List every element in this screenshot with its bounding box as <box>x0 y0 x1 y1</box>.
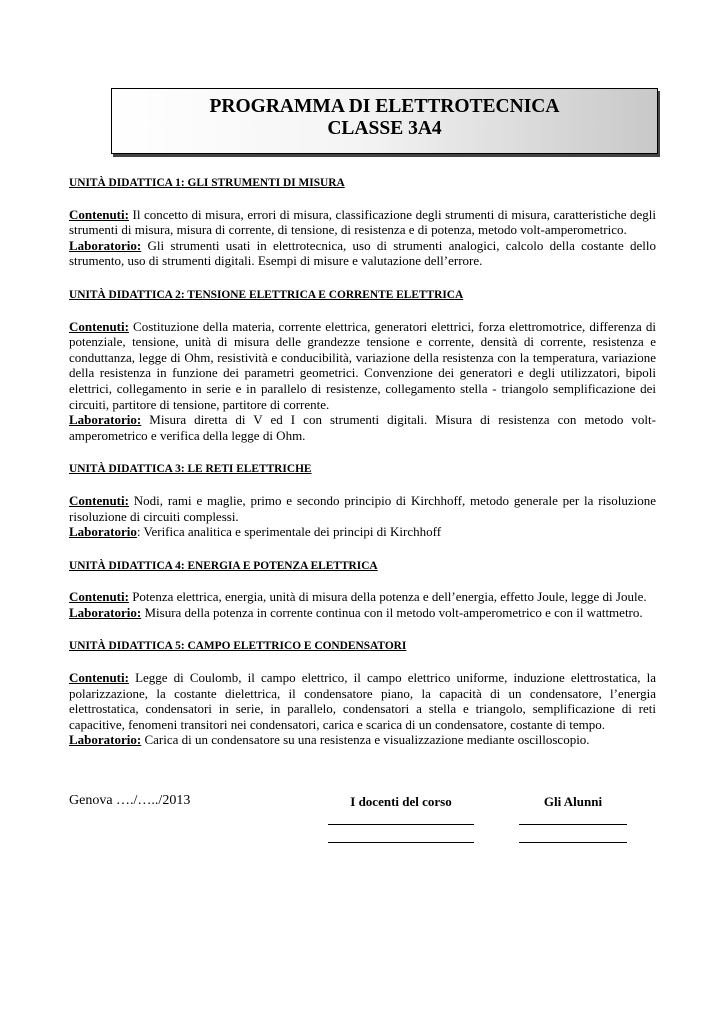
students-label: Gli Alunni <box>543 794 603 809</box>
contenuti-paragraph <box>69 670 656 732</box>
laboratorio-text: Carica di un condensatore su una resistenza e visualizzazione mediante oscilloscopio. <box>141 732 590 748</box>
student-signature-line-2 <box>519 842 627 843</box>
teacher-signature-line-2 <box>328 842 474 843</box>
laboratorio-text: Misura diretta di V ed I con strumenti digitali. Misura di resistenza con metodo volt-amperometrico e verifica della legge di Ohm. <box>69 412 656 443</box>
laboratorio-paragraph <box>69 412 656 443</box>
contenuti-label: Contenuti: <box>69 206 129 222</box>
contenuti-paragraph <box>69 319 656 413</box>
unit-section-4 <box>69 559 656 621</box>
unit-heading: UNITÀ DIDATTICA 3: LE RETI ELETTRICHE <box>69 463 312 476</box>
laboratorio-text: Gli strumenti usati in elettrotecnica, uso di strumenti analogici, calcolo della costante dello strumento, uso di strumenti digitali. Esempi di misure e valutazione dell’errore. <box>69 237 656 269</box>
laboratorio-label: Laboratorio: <box>69 604 142 620</box>
contenuti-text: Legge di Coulomb, il campo elettrico, il campo elettrico uniforme, induzione elettrostatica, la polarizzazione, la costante dielettrica, il condensatore piano, la capacità di un condensatore, l’energia elettrostatica, condensatori in serie, in parallelo, condensatori a stella e triangolo, semplificazione di reti capacitive, fenomeni transitori nei condensatori, carica e scarica di un condensatore, costante di tempo. <box>69 670 656 732</box>
teachers-label: I docenti del corso <box>350 794 452 809</box>
page-title: PROGRAMMA DI ELETTROTECNICA <box>209 96 560 117</box>
contenuti-text: Il concetto di misura, errori di misura, classificazione degli strumenti di misura, caratteristiche degli strumenti di misura, misura di corrente, di tensione, di resistenza e di potenza, metodo volt-amperometrico. <box>69 206 656 238</box>
contenuti-label: Contenuti: <box>69 318 129 334</box>
unit-section-2 <box>69 288 656 443</box>
title-box <box>111 88 658 154</box>
unit-heading: UNITÀ DIDATTICA 5: CAMPO ELETTRICO E CONDENSATORI <box>69 640 407 653</box>
contenuti-label: Contenuti: <box>69 589 129 605</box>
unit-heading: UNITÀ DIDATTICA 2: TENSIONE ELETTRICA E CORRENTE ELETTRICA <box>69 288 464 301</box>
unit-section-1 <box>69 176 656 269</box>
laboratorio-label: Laboratorio <box>69 524 137 540</box>
contenuti-text: Costituzione della materia, corrente elettrica, generatori elettrici, forza elettromotrice, differenza di potenziale, tensione, unità di misura delle grandezze tensione e corrente, densità di corrente, resistenza e conduttanza, legge di Ohm, resistività e conducibilità, variazione della resistenza con la temperatura, variazione della resistenza in funzione dei parametri geometrici. Convenzione dei generatori e degli utilizzatori, bipoli elettrici, collegamento in serie e in parallelo di resistenze, collegamento stella - triangolo semplificazione dei circuiti, partitore di tensione, partitore di corrente. <box>69 318 656 412</box>
laboratorio-paragraph <box>69 732 656 748</box>
laboratorio-label: Laboratorio: <box>69 412 142 428</box>
contenuti-label: Contenuti: <box>69 670 129 686</box>
date-line: Genova …./…../2013 <box>69 793 191 808</box>
unit-section-5 <box>69 639 656 748</box>
laboratorio-paragraph <box>69 524 656 540</box>
class-title: CLASSE 3A4 <box>327 118 442 139</box>
unit-section-3 <box>69 462 656 539</box>
unit-heading: UNITÀ DIDATTICA 1: GLI STRUMENTI DI MISURA <box>69 177 345 189</box>
program-content <box>69 176 656 767</box>
contenuti-text: Potenza elettrica, energia, unità di misura della potenza e dell’energia, effetto Joule, legge di Joule. <box>128 589 647 605</box>
unit-heading: UNITÀ DIDATTICA 4: ENERGIA E POTENZA ELETTRICA <box>69 559 378 572</box>
student-signature-line-1 <box>519 824 627 825</box>
laboratorio-text: : Verifica analitica e sperimentale dei principi di Kirchhoff <box>136 524 442 540</box>
teacher-signature-line-1 <box>328 824 474 825</box>
contenuti-text: Nodi, rami e maglie, primo e secondo principio di Kirchhoff, metodo generale per la risoluzione risoluzione di circuiti complessi. <box>69 492 656 524</box>
laboratorio-paragraph <box>69 605 656 621</box>
laboratorio-label: Laboratorio: <box>69 237 142 253</box>
contenuti-paragraph <box>69 493 656 524</box>
contenuti-paragraph <box>69 207 656 238</box>
laboratorio-text: Misura della potenza in corrente continua con il metodo volt-amperometrico e con il wattmetro. <box>141 604 643 620</box>
contenuti-paragraph <box>69 589 656 605</box>
laboratorio-paragraph <box>69 238 656 269</box>
signature-footer <box>69 793 656 853</box>
laboratorio-label: Laboratorio: <box>69 732 142 748</box>
contenuti-label: Contenuti: <box>69 492 129 508</box>
